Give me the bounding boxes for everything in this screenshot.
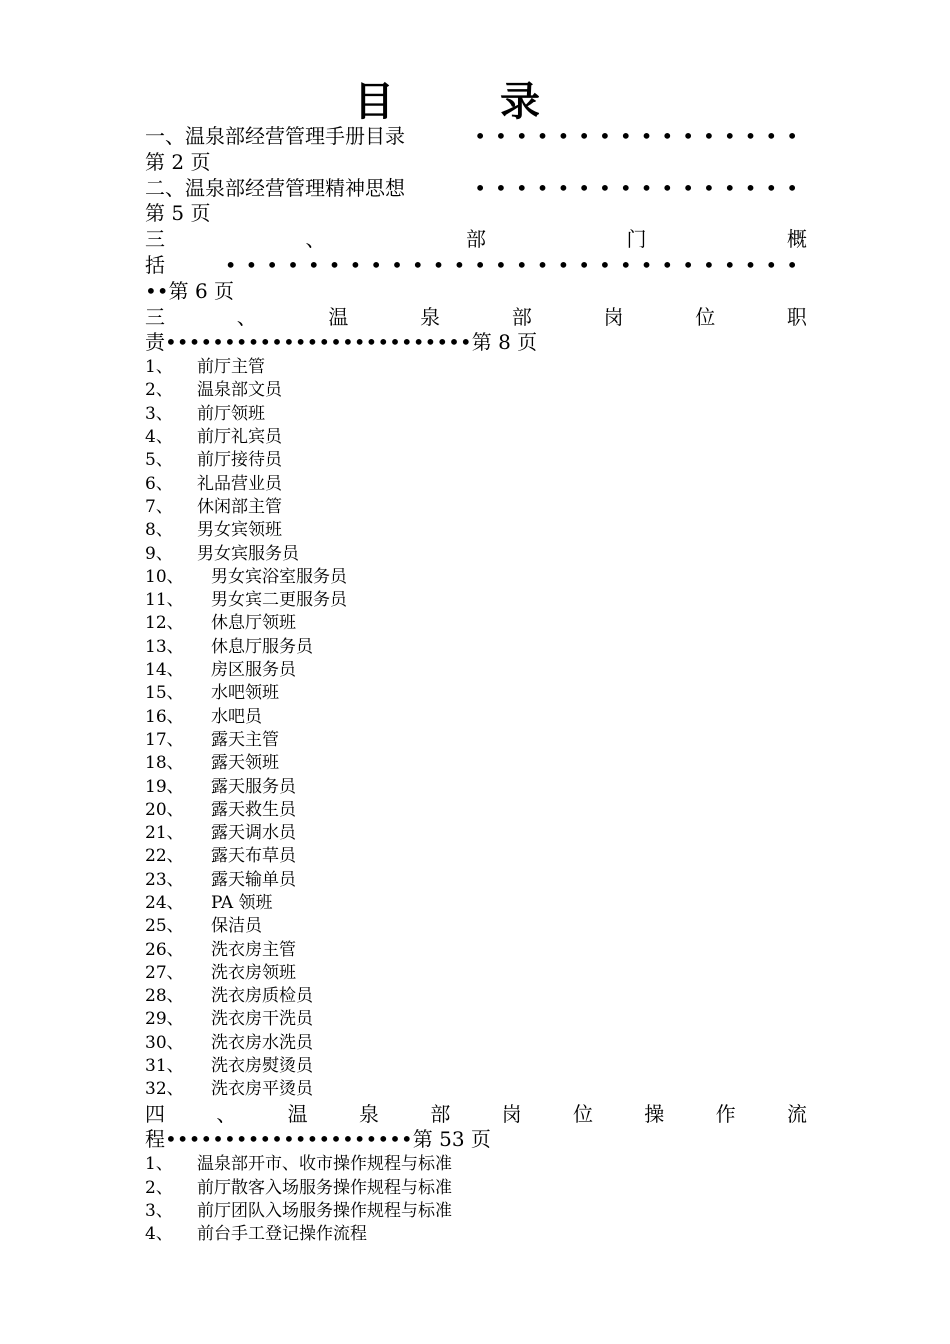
list-item [145,426,807,449]
list-item-label: 洗衣房熨烫员 [211,1056,313,1077]
toc-section-text: 温 [287,1101,308,1126]
list-item [145,496,807,519]
list-item-number: 28、 [145,986,184,1007]
list-item-label: 洗衣房平烫员 [211,1079,313,1100]
page-title: 目 录 [354,79,586,125]
toc-section-text: 泉 [358,1101,379,1126]
toc-section-text: 作 [715,1101,736,1126]
list-item-number: 7、 [145,496,173,517]
toc-section-line [145,279,807,305]
toc-section-text: 岗 [501,1101,522,1126]
list-item-label: 露天领班 [211,753,279,774]
toc-section-text: 、 [216,1101,237,1126]
list-item-number: 1、 [145,1154,173,1175]
list-item-label: 露天布草员 [211,846,296,867]
list-item [145,543,807,566]
toc-section-text: 二、温泉部经营管理精神思想 [145,175,405,200]
toc-section-text: 部 [511,304,532,329]
list-item-label: 洗衣房水洗员 [211,1032,313,1053]
list-item-label: 洗衣房质检员 [211,986,313,1007]
list-item-label: 温泉部文员 [197,380,282,401]
toc-section-text: 三 [145,304,165,329]
list-item-number: 30、 [145,1032,184,1053]
list-item-number: 3、 [145,1200,173,1221]
toc-section-text: 第 2 页 [145,149,211,174]
list-item-number: 21、 [145,823,184,844]
list-item-number: 12、 [145,613,184,634]
toc-section-3 [145,227,807,304]
list-item-label: 水吧员 [211,706,262,727]
list-item-number: 29、 [145,1009,184,1030]
toc-section-text: 岗 [603,304,624,329]
toc-section-text: 位 [695,304,716,329]
list-item-number: 6、 [145,473,173,494]
list-item-label: 休息厅服务员 [211,636,313,657]
toc-section-text: 位 [572,1101,593,1126]
list-item [145,962,807,985]
list-item-number: 1、 [145,357,173,378]
list-item-number: 8、 [145,520,173,541]
list-item-number: 20、 [145,799,184,820]
toc-section-line [145,253,807,279]
toc-leader-dots: •••••••••••••••• [474,175,807,200]
toc-section-line [145,1102,807,1128]
toc-section-line [145,1127,807,1153]
list-item-label: 露天输单员 [211,869,296,890]
list-item-label: 洗衣房主管 [211,939,296,960]
list-item-number: 27、 [145,962,184,983]
list-item [145,1078,807,1101]
toc-section-text: 职 [786,304,807,329]
toc-section-text: 部 [466,227,486,252]
list-item-number: 2、 [145,1177,173,1198]
list-item [145,636,807,659]
list-item [145,1032,807,1055]
toc-section-line [145,201,807,227]
list-item [145,1008,807,1031]
list-item-label: 露天主管 [211,729,279,750]
list-item-label: 洗衣房领班 [211,962,296,983]
list-item [145,729,807,752]
list-item-label: 温泉部开市、收市操作规程与标准 [197,1154,452,1175]
list-item [145,1153,807,1176]
list-item [145,403,807,426]
list-item-label: 前厅礼宾员 [197,427,282,448]
list-item-number: 16、 [145,706,184,727]
toc-section-line [145,227,807,253]
list-item-number: 26、 [145,939,184,960]
toc-section-line [145,176,807,202]
list-item-number: 18、 [145,753,184,774]
list-item-label: 男女宾浴室服务员 [211,566,347,587]
list-item [145,845,807,868]
list-item [145,612,807,635]
toc-section-line [145,150,807,176]
toc-section-line [145,124,807,150]
list-item [145,776,807,799]
list-item-number: 23、 [145,869,184,890]
list-item-label: 保洁员 [211,916,262,937]
toc-section-text: 四 [145,1101,165,1126]
toc-section-text: 概 [787,227,807,252]
toc-section-text: 、 [305,227,326,252]
list-item-number: 25、 [145,916,184,937]
list-item-number: 10、 [145,566,184,587]
toc-section-text: 操 [644,1101,665,1126]
toc-section-text: 程•••••••••••••••••••••第 53 页 [145,1127,491,1152]
list-item [145,1055,807,1078]
list-item-label: 男女宾二更服务员 [211,590,347,611]
toc-section-line [145,305,807,331]
list-item-number: 13、 [145,636,184,657]
list-item [145,869,807,892]
toc-section-text: 括 [145,252,165,277]
list-item-number: 9、 [145,543,173,564]
toc-section-text: 三 [145,227,165,252]
list-item [145,1177,807,1200]
list-item-number: 22、 [145,846,184,867]
list-item-number: 5、 [145,450,173,471]
list-item-number: 4、 [145,1224,173,1245]
list-item [145,822,807,845]
list-item [145,473,807,496]
list-item [145,379,807,402]
list-item-label: 休息厅领班 [211,613,296,634]
list-item-label: 房区服务员 [211,660,296,681]
list-item [145,752,807,775]
list-item-number: 3、 [145,403,173,424]
list-item-label: 水吧领班 [211,683,279,704]
toc-section-1 [145,124,807,176]
list-item-label: 男女宾服务员 [197,543,299,564]
toc-section-2 [145,176,807,228]
list-item-number: 19、 [145,776,184,797]
list-item-label: 前厅散客入场服务操作规程与标准 [197,1177,452,1198]
list-item-label: 休闲部主管 [197,496,282,517]
list-item-label: 露天救生员 [211,799,296,820]
list-item-label: 前厅接待员 [197,450,282,471]
list-item-number: 4、 [145,427,173,448]
list-item-number: 17、 [145,729,184,750]
list-item [145,449,807,472]
toc-section-text: 温 [328,304,349,329]
toc-subitems [145,1153,807,1246]
list-item [145,589,807,612]
list-item-label: PA 领班 [211,893,273,913]
list-item [145,799,807,822]
toc-section-5 [145,1102,807,1154]
toc-leader-dots: •••••••••••••••••••••••••••• [224,252,807,277]
list-item [145,566,807,589]
toc-leader-dots: •••••••••••••••• [474,124,807,148]
list-item-number: 14、 [145,660,184,681]
list-item-label: 前厅主管 [197,357,265,378]
list-item-number: 32、 [145,1079,184,1100]
list-item-label: 露天调水员 [211,823,296,844]
list-item [145,915,807,938]
list-item-label: 洗衣房干洗员 [211,1009,313,1030]
list-item [145,939,807,962]
list-item [145,892,807,915]
list-item-label: 前台手工登记操作流程 [197,1224,367,1245]
toc-section-text: 部 [430,1101,451,1126]
list-item [145,706,807,729]
list-item-label: 男女宾领班 [197,520,282,541]
list-item-number: 2、 [145,380,173,401]
toc-section-text: 第 5 页 [145,201,211,226]
list-item-label: 礼品营业员 [197,473,282,494]
toc-section-text: 流 [786,1101,807,1126]
list-item-label: 露天服务员 [211,776,296,797]
toc-section-text: ••第 6 页 [145,278,235,303]
list-item [145,1200,807,1223]
list-item [145,659,807,682]
toc-section-text: 、 [236,304,257,329]
toc-section-text: 一、温泉部经营管理手册目录 [145,124,405,148]
list-item-number: 11、 [145,590,184,611]
toc-section-4 [145,305,807,357]
toc-section-text: 泉 [420,304,441,329]
list-item [145,1223,807,1246]
table-of-contents [145,124,807,1246]
list-item-label: 前厅领班 [197,403,265,424]
toc-section-text: 责••••••••••••••••••••••••••第 8 页 [145,330,538,355]
list-item [145,519,807,542]
list-item [145,356,807,379]
list-item [145,985,807,1008]
list-item-label: 前厅团队入场服务操作规程与标准 [197,1200,452,1221]
list-item [145,682,807,705]
toc-subitems [145,356,807,1102]
toc-section-line [145,330,807,356]
toc-section-text: 门 [626,227,647,252]
list-item-number: 15、 [145,683,184,704]
list-item-number: 24、 [145,893,184,913]
list-item-number: 31、 [145,1056,184,1077]
